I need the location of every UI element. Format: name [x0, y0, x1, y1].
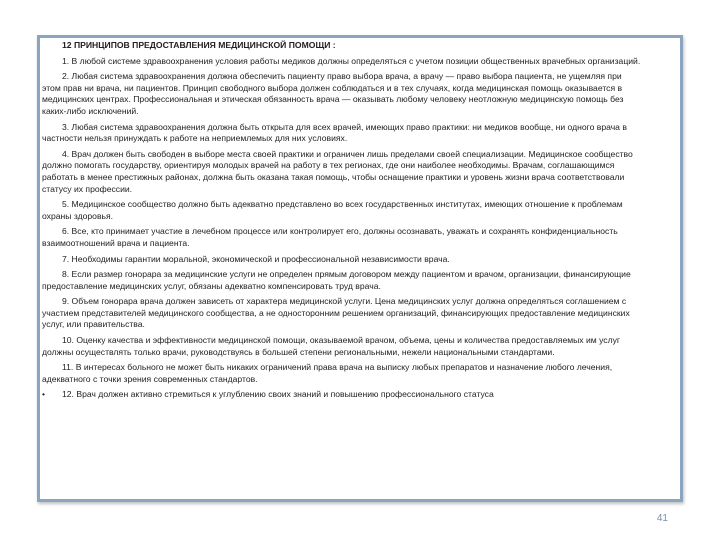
principle-paragraph: 3. Любая система здравоохранения должна быть открыта для всех врачей, имеющих право практики: ни медиков вообще, ни одного врача в частности нельзя принуждать к работе на неприемлемых для них условиях.	[42, 121, 627, 144]
page-number: 41	[656, 513, 668, 524]
slide-content	[42, 40, 642, 401]
principle-paragraph: 1. В любой системе здравоохранения условия работы медиков должны определяться с учетом позиции общественных врачебных организаций.	[62, 55, 641, 66]
principle-paragraph: 4. Врач должен быть свободен в выборе места своей практики и ограничен лишь пределами своей специализации. Медицинское сообщество должно помогать государству, ориентируя молодых врачей на работу в тех регионах, где они наиболее необходимы. Врачам, соглашающимся работать в менее престижных районах, должна быть оказана такая помощь, чтобы оснащение практики и уровень жизни врача соответствовали статусу их профессии.	[42, 148, 633, 194]
bullet-icon: •	[42, 389, 46, 400]
bullet-item-text: 12. Врач должен активно стремиться к углублению своих знаний и повышению профессионального статуса	[62, 389, 494, 400]
principle-paragraph: 10. Оценку качества и эффективности медицинской помощи, оказываемой врачом, объема, цены и количества предоставляемых им услуг должны осуществлять только врачи, руководствуясь в большей степени региональными, нежели национальными стандартами.	[42, 335, 621, 357]
principle-paragraph: 6. Все, кто принимает участие в лечебном процессе или контролирует его, должны осознавать, уважать и сохранять конфиденциальность взаимоотношений врача и пациента.	[42, 226, 618, 248]
bullet-item	[42, 389, 642, 401]
principle-paragraph: 5. Медицинское сообщество должно быть адекватно представлено во всех государственных институтах, имеющих отношение к проблемам охраны здоровья.	[42, 199, 623, 221]
principle-paragraph: 9. Объем гонорара врача должен зависеть от характера медицинской услуги. Цена медицинских услуг должна определяться соглашением с участием представителей медицинского сообщества, а не односторонним решением организаций, финансирующих предоставление медицинских услуг, или правительства.	[42, 296, 630, 330]
principle-paragraph: 2. Любая система здравоохранения должна обеспечить пациенту право выбора врача, а врачу — право выбора пациента, не ущемляя при этом прав ни врача, ни пациентов. Принцип свободного выбора должен соблюдаться и в тех случаях, когда медицинская помощь оказывается в медицинских центрах. Профессиональная и этическая обязанность врача — оказывать любому человеку неотложную медицинскую помощь без каких-либо исключений.	[42, 71, 624, 116]
principle-paragraph: 8. Если размер гонорара за медицинские услуги не определен прямым договором между пациентом и врачом, организации, финансирующие предоставление медицинских услуг, обязаны адекватно компенсировать труд врача.	[42, 269, 631, 291]
principle-paragraph: 7. Необходимы гарантии моральной, экономической и профессиональной независимости врача.	[62, 253, 450, 264]
slide-title: 12 ПРИНЦИПОВ ПРЕДОСТАВЛЕНИЯ МЕДИЦИНСКОЙ ПОМОЩИ :	[62, 40, 336, 50]
principle-paragraph: 11. В интересах больного не может быть никаких ограничений права врача на выписку любых препаратов и назначение любого лечения, адекватного с точки зрения современных стандартов.	[42, 362, 613, 384]
